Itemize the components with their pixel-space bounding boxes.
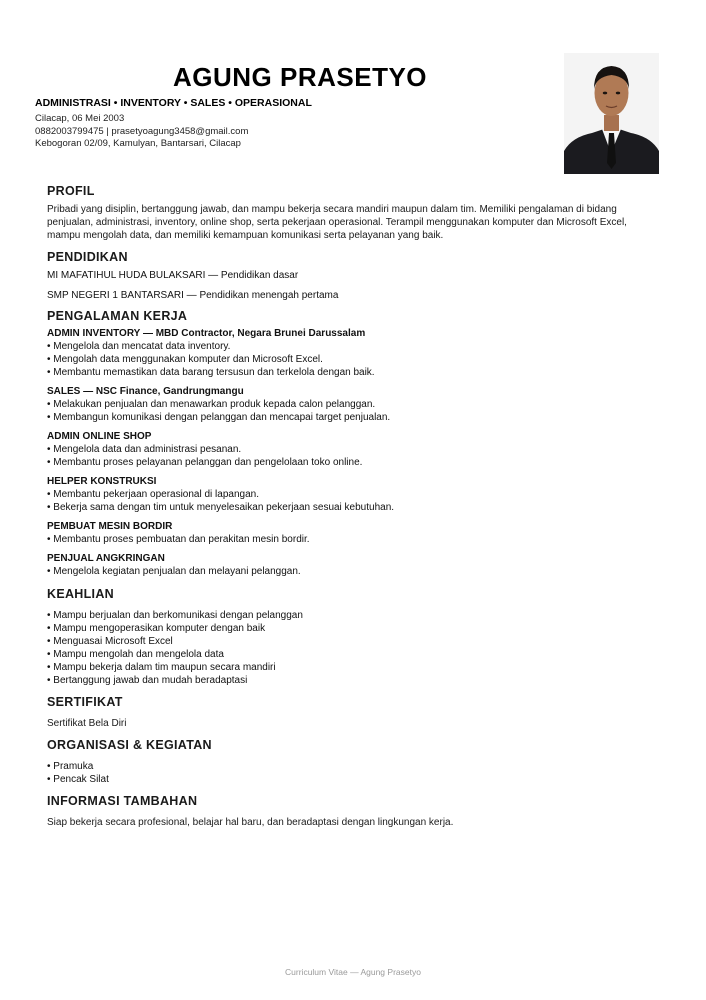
duty-item: • Mengelola data dan administrasi pesanan.	[47, 443, 662, 456]
education-item: MI MAFATIHUL HUDA BULAKSARI — Pendidikan dasar	[47, 270, 299, 281]
job-duties	[47, 533, 662, 546]
duty-item: • Melakukan penjualan dan menawarkan produk kepada calon pelanggan.	[47, 398, 662, 411]
section-title-sertifikat: SERTIFIKAT	[47, 695, 123, 709]
section-pendidikan	[47, 250, 662, 302]
skill-item: • Mampu mengoperasikan komputer dengan baik	[47, 622, 662, 635]
section-title-pengalaman: PENGALAMAN KERJA	[47, 309, 188, 323]
job-title: PENJUAL ANGKRINGAN	[47, 553, 165, 564]
address: Kebogoran 02/09, Kamulyan, Bantarsari, Cilacap	[35, 138, 241, 149]
cv-header	[0, 0, 706, 180]
page-footer: Curriculum Vitae — Agung Prasetyo	[285, 967, 421, 977]
skill-item: • Menguasai Microsoft Excel	[47, 635, 662, 648]
section-title-organisasi: ORGANISASI & KEGIATAN	[47, 738, 212, 752]
section-profil	[47, 184, 662, 242]
duty-item: • Mengelola kegiatan penjualan dan melayani pelanggan.	[47, 565, 662, 578]
skill-item: • Bertanggung jawab dan mudah beradaptasi	[47, 674, 662, 687]
section-organisasi	[47, 738, 662, 786]
organization-list	[47, 760, 662, 786]
section-title-tambahan: INFORMASI TAMBAHAN	[47, 794, 198, 808]
skills-list	[47, 609, 662, 687]
contact-block	[35, 113, 248, 151]
additional-info: Siap bekerja secara profesional, belajar hal baru, dan beradaptasi dengan lingkungan kerja.	[47, 817, 454, 828]
skill-item: • Mampu bekerja dalam tim maupun secara mandiri	[47, 661, 662, 674]
job-title: HELPER KONSTRUKSI	[47, 476, 157, 487]
job-duties	[47, 340, 662, 379]
section-title-keahlian: KEAHLIAN	[47, 587, 114, 601]
duty-item: • Membantu pekerjaan operasional di lapangan.	[47, 488, 662, 501]
job-duties	[47, 488, 662, 514]
duty-item: • Membantu proses pembuatan dan perakitan mesin bordir.	[47, 533, 662, 546]
full-name: AGUNG PRASETYO	[172, 62, 428, 92]
duty-item: • Mengolah data menggunakan komputer dan Microsoft Excel.	[47, 353, 662, 366]
job-title: ADMIN INVENTORY — MBD Contractor, Negara Brunei Darussalam	[47, 328, 366, 339]
cv-body	[47, 184, 662, 835]
section-sertifikat	[47, 695, 662, 730]
organization-item: • Pramuka	[47, 760, 662, 773]
section-title-profil: PROFIL	[47, 184, 95, 198]
duty-item: • Membangun komunikasi dengan pelanggan dan mencapai target penjualan.	[47, 411, 662, 424]
job-duties	[47, 565, 662, 578]
section-pengalaman	[47, 309, 662, 578]
education-item: SMP NEGERI 1 BANTARSARI — Pendidikan menengah pertama	[47, 290, 339, 301]
organization-item: • Pencak Silat	[47, 773, 662, 786]
duty-item: • Mengelola dan mencatat data inventory.	[47, 340, 662, 353]
phone-email: 0882003799475 | prasetyoagung3458@gmail.com	[35, 125, 249, 137]
profil-text: Pribadi yang disiplin, bertanggung jawab, dan mampu bekerja secara mandiri maupun dalam tim. Memiliki pengalaman di bidang penjualan, administrasi, inventory, online shop, serta pekerjaan operasional. Terampil menggunakan komputer dan Microsoft Excel, mampu mengolah data, dan memiliki kemampuan komunikasi serta pelayanan yang baik.	[47, 204, 627, 241]
job-duties	[47, 398, 662, 424]
job-title: ADMIN ONLINE SHOP	[47, 431, 152, 442]
section-title-pendidikan: PENDIDIKAN	[47, 250, 128, 264]
section-tambahan	[47, 794, 662, 829]
certificate-item: Sertifikat Bela Diri	[47, 718, 127, 729]
profile-photo	[564, 53, 659, 174]
headline: ADMINISTRASI • INVENTORY • SALES • OPERASIONAL	[35, 97, 312, 109]
skill-item: • Mampu mengolah dan mengelola data	[47, 648, 662, 661]
job-title: PEMBUAT MESIN BORDIR	[47, 521, 173, 532]
duty-item: • Bekerja sama dengan tim untuk menyelesaikan pekerjaan sesuai kebutuhan.	[47, 501, 662, 514]
section-keahlian	[47, 587, 662, 687]
duty-item: • Membantu proses pelayanan pelanggan dan pengelolaan toko online.	[47, 456, 662, 469]
job-title: SALES — NSC Finance, Gandrungmangu	[47, 386, 244, 397]
job-duties	[47, 443, 662, 469]
birth-info: Cilacap, 06 Mei 2003	[35, 113, 125, 124]
skill-item: • Mampu berjualan dan berkomunikasi dengan pelanggan	[47, 609, 662, 622]
person-icon	[564, 53, 659, 174]
duty-item: • Membantu memastikan data barang tersusun dan terkelola dengan baik.	[47, 366, 662, 379]
